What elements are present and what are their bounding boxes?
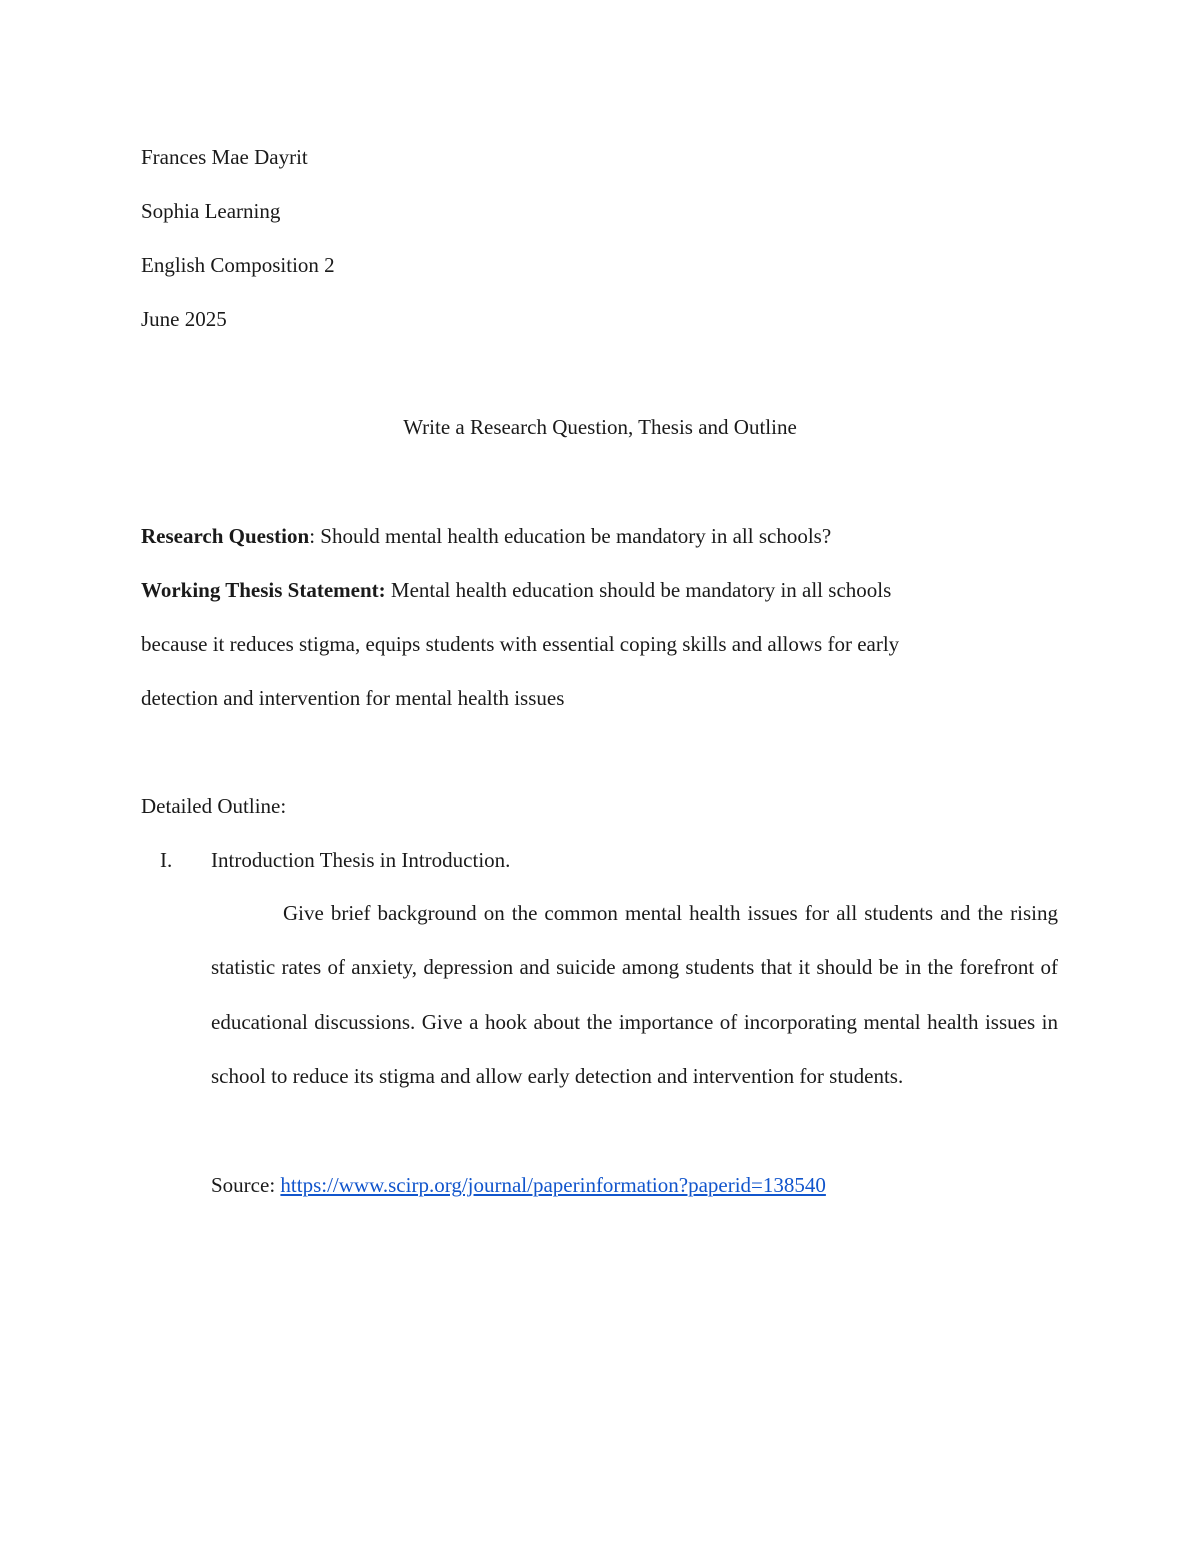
document-title: Write a Research Question, Thesis and Outline xyxy=(403,415,797,439)
institution-name: Sophia Learning xyxy=(141,199,281,223)
source-label: Source: xyxy=(211,1173,281,1197)
outline-item-numeral: I. xyxy=(160,848,173,872)
research-question xyxy=(141,523,831,549)
thesis-text-1: Mental health education should be mandatory in all schools xyxy=(385,578,892,602)
source-link[interactable]: https://www.scirp.org/journal/paperinformation?paperid=138540 xyxy=(280,1173,826,1197)
outline-item-source xyxy=(211,1172,826,1198)
thesis-line-2: because it reduces stigma, equips students with essential coping skills and allows for early xyxy=(141,632,900,656)
research-question-label: Research Question xyxy=(141,524,310,548)
thesis-line-3: detection and intervention for mental health issues xyxy=(141,686,565,710)
thesis-line-1 xyxy=(141,577,891,603)
research-question-text: : Should mental health education be mandatory in all schools? xyxy=(309,524,832,548)
author-name: Frances Mae Dayrit xyxy=(141,145,308,169)
outline-item-title: Introduction Thesis in Introduction. xyxy=(211,848,511,872)
thesis-label: Working Thesis Statement: xyxy=(141,578,386,602)
document-date: June 2025 xyxy=(141,307,227,331)
outline-heading: Detailed Outline: xyxy=(141,794,287,818)
course-name: English Composition 2 xyxy=(141,253,335,277)
outline-item-body: Give brief background on the common mental health issues for all students and the rising statistic rates of anxiety, depression and suicide among students that it should be in the forefront of educational discussions. Give a hook about the importance of incorporating mental health issues in school to reduce its stigma and allow early detection and intervention for students. xyxy=(211,901,1058,1088)
